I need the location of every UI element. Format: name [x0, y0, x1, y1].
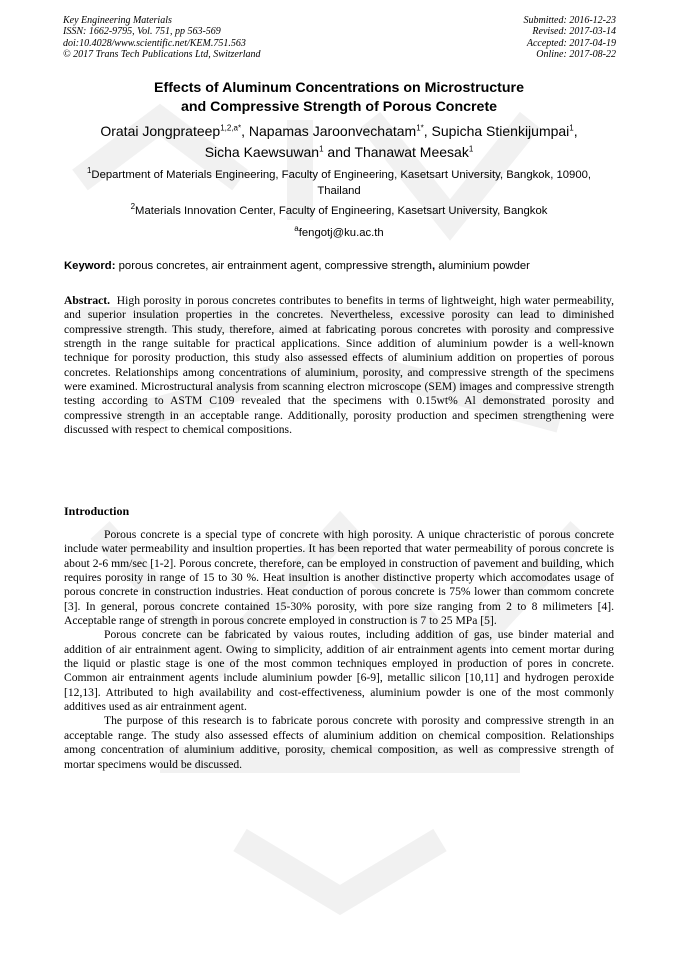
journal-name: Key Engineering Materials: [63, 15, 172, 26]
date-revised: Revised: 2017-03-14: [532, 26, 616, 38]
keywords-text: porous concretes, air entrainment agent, compressive strength: [115, 260, 432, 272]
intro-paragraph-2: Porous concrete can be fabricated by vaious routes, including addition of gas, use binder material and addition of air entrainment agent. Owing to simplicity, addition of air entrainment agents into cement mortar during the liquid or plastic stage is one of the most common techniques employed in production of pores in concrete. Common air entrainment agents include aluminium powder [6-9], metallic silicon [10,11] and hydrogen peroxide [12,13]. Attributed to high availability and cost-effectiveness, aluminium powder is one of the most commonly additives used as air entrainment agent.: [64, 628, 614, 714]
abstract: [64, 294, 614, 437]
author-name: Oratai Jongprateep: [100, 123, 221, 139]
keywords-label: Keyword:: [64, 260, 116, 272]
author-separator: ,: [241, 123, 249, 139]
affiliation-text: Department of Materials Engineering, Faculty of Engineering, Kasetsart University, Bangkok, 10900, Thailand: [91, 169, 592, 197]
email-mark: a: [294, 224, 299, 234]
author-name: Thanawat Meesak: [354, 144, 469, 160]
author-affiliation-mark: 1,2,a*: [220, 123, 242, 133]
corresponding-email: [70, 225, 608, 241]
abstract-text: High porosity in porous concretes contributes to benefits in terms of lightweight, high water permeability, and superior insulation properties in the concretes. Nevertheless, excessive porosity can lead to diminished compressive strength. This study, therefore, aimed at fabricating porous concretes with porosity and compressive strength in the range suitable for practical applications. Since addition of aluminium powder is a well-known technique for porosity production, this study also assessed effects of aluminium addition on properties of porous concretes. Relationships among concentrations of aluminium, porosity, and compressive strength of the specimens were examined. Microstructural analysis from scanning electron microscope (SEM) images and compressive strength testing according to ASTM C109 revealed that the specimens with 0.15wt% Al demonstrated porosity and compressive strength in an acceptable range. Additionally, porosity production and specimen strengthening were discussed with respect to chemical compositions.: [64, 294, 615, 437]
author-affiliation-mark: 1: [319, 144, 324, 154]
intro-paragraph-3: The purpose of this research is to fabricate porous concrete with porosity and compressive strength in an acceptable range. The study also assessed effects of aluminium addition on chemical composition. Relationships among concentration of aluminium additive, porosity, chemical composition, as well as compressive strength of mortar specimens would be discussed.: [64, 714, 614, 771]
journal-issn: ISSN: 1662-9795, Vol. 751, pp 563-569: [63, 26, 221, 38]
paper-title: [0, 79, 678, 117]
affiliation-mark: 1: [86, 166, 92, 176]
author-line-1: [0, 121, 678, 142]
affiliation-text: Materials Innovation Center, Faculty of Engineering, Kasetsart University, Bangkok: [135, 205, 548, 217]
journal-doi: doi:10.4028/www.scientific.net/KEM.751.563: [63, 37, 246, 49]
author-separator: ,: [423, 123, 432, 139]
author-affiliation-mark: 1: [569, 123, 574, 133]
section-heading-introduction: Introduction: [64, 504, 130, 518]
keywords-separator: ,: [431, 260, 436, 272]
author-name: Supicha Stienkijumpai: [431, 123, 570, 139]
author-list: [0, 121, 678, 163]
date-online: Online: 2017-08-22: [536, 49, 616, 61]
paper-title-line-2: and Compressive Strength of Porous Concrete: [180, 99, 498, 115]
author-line-2: [0, 142, 678, 163]
author-affiliation-mark: 1: [468, 144, 474, 154]
author-separator: and: [323, 144, 355, 160]
author-affiliation-mark: 1*: [416, 123, 424, 133]
date-submitted: Submitted: 2016-12-23: [523, 15, 616, 26]
intro-paragraph-1: Porous concrete is a special type of concrete with high porosity. A unique chracteristic of porous concrete include water permeability and insultion properties. It has been reported that water permeability of porous concrete is about 2-6 mm/sec [1-2]. Porous concrete, therefore, can be employed in construction of pavement and building, which requires porosity in range of 15 to 30 %. Heat insultion is another distinctive property which accomodates usage of porous concrete in construction industries. Heat conduction of porous concrete is 75% lower than commom concrete [3]. In general, porous concrete contained 15-30% porosity, with pore size ranging from 2 to 8 milimeters [4]. Acceptable range of strength in porous concrete employed in construction is 7 to 25 MPa [5].: [64, 528, 614, 628]
date-accepted: Accepted: 2017-04-19: [526, 37, 616, 49]
journal-copyright: © 2017 Trans Tech Publications Ltd, Switzerland: [63, 49, 261, 61]
keywords-text-tail: aluminium powder: [435, 260, 530, 272]
email-address: fengotj@ku.ac.th: [298, 227, 384, 239]
paper-title-line-1: Effects of Aluminum Concentrations on Microstructure: [154, 80, 524, 96]
introduction-body: [64, 528, 614, 772]
keywords: [64, 260, 624, 272]
journal-info: [63, 15, 261, 61]
author-separator: ,: [573, 123, 578, 139]
affiliation-2: [70, 203, 608, 219]
author-name: Napamas Jaroonvechatam: [248, 123, 417, 139]
submission-dates: [524, 15, 617, 61]
author-name: Sicha Kaewsuwan: [204, 144, 320, 160]
affiliation-mark: 2: [130, 202, 136, 212]
abstract-label: Abstract.: [64, 294, 111, 307]
affiliation-1: [70, 167, 608, 199]
